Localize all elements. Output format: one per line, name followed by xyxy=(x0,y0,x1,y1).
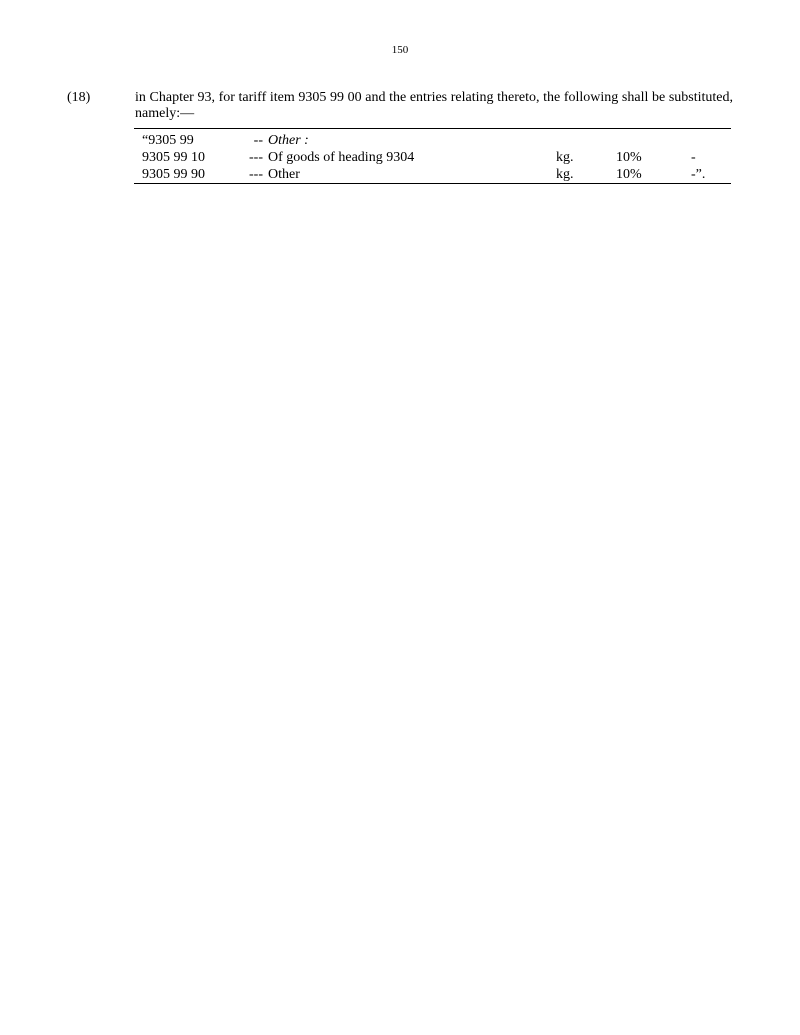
tariff-item-code: 9305 99 10 xyxy=(142,150,205,165)
preferential-rate: - xyxy=(691,150,696,165)
preferential-rate xyxy=(691,129,731,150)
table-row xyxy=(134,129,731,150)
clause-text: in Chapter 93, for tariff item 9305 99 00 and the entries relating thereto, the following shall be substituted, namely:— xyxy=(135,90,733,121)
indent-dashes: --- xyxy=(249,167,263,182)
standard-rate: 10% xyxy=(616,150,642,165)
unit: kg. xyxy=(556,150,574,165)
clause-number: (18) xyxy=(67,90,91,105)
item-description: Other xyxy=(268,167,300,182)
item-description: Other : xyxy=(268,133,309,148)
indent-dashes: -- xyxy=(253,133,263,148)
indent-dashes: --- xyxy=(249,150,263,165)
tariff-item-code: 9305 99 90 xyxy=(142,167,205,182)
unit: kg. xyxy=(556,167,574,182)
tariff-item-code: “9305 99 xyxy=(142,133,194,148)
standard-rate xyxy=(616,129,691,150)
tariff-table xyxy=(134,128,731,184)
table-row xyxy=(134,166,731,184)
preferential-rate: -”. xyxy=(691,167,706,182)
page-number: 150 xyxy=(391,44,409,56)
table-row xyxy=(134,149,731,166)
item-description: Of goods of heading 9304 xyxy=(268,150,415,165)
standard-rate: 10% xyxy=(616,167,642,182)
unit xyxy=(556,129,616,150)
